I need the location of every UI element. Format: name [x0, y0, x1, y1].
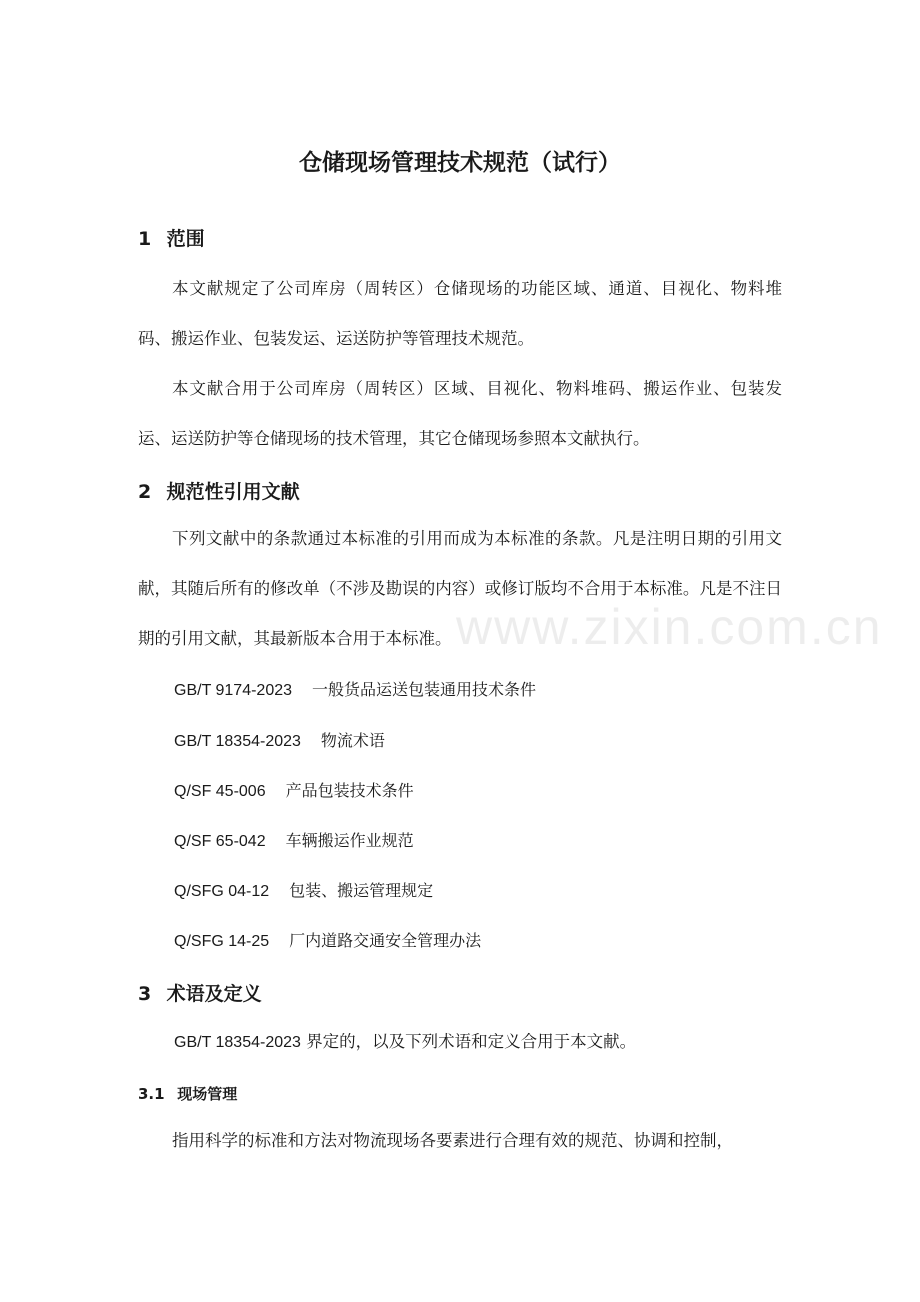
section-heading-2	[138, 478, 300, 506]
reference-name: 车辆搬运作业规范	[285, 831, 414, 850]
document-title: 仓储现场管理技术规范（试行）	[299, 150, 621, 176]
reference-item	[174, 678, 536, 703]
section-number: 1	[138, 228, 152, 250]
subsection-heading-3-1	[138, 1082, 237, 1106]
section-heading-1	[138, 225, 205, 253]
reference-name: 厂内道路交通安全管理办法	[289, 931, 482, 950]
section-2-paragraph-1: 下列文献中的条款通过本标准的引用而成为本标准的条款。凡是注明日期的引用文献，其随后所有的修改单（不涉及勘误的内容）或修订版均不合用于本标准。凡是不注日期的引用文献，其最新版本合用于本标准。	[138, 529, 782, 648]
reference-code: GB/T 18354-2023	[174, 733, 301, 750]
reference-name: 物流术语	[320, 731, 385, 750]
subsection-number: 3.1	[138, 1085, 165, 1103]
subsection-3-1-paragraph: 指用科学的标准和方法对物流现场各要素进行合理有效的规范、协调和控制，	[172, 1131, 733, 1150]
section-title: 规范性引用文献	[166, 481, 300, 503]
reference-code: Q/SF 45-006	[174, 783, 266, 800]
reference-item	[174, 779, 414, 804]
section-1-paragraph-1: 本文献规定了公司库房（周转区）仓储现场的功能区域、通道、目视化、物料堆码、搬运作业、包装发运、运送防护等管理技术规范。	[138, 279, 782, 348]
reference-name: 一般货品运送包装通用技术条件	[312, 680, 537, 699]
intro-text: 界定的，以及下列术语和定义合用于本文献。	[306, 1032, 637, 1051]
section-title: 范围	[166, 228, 205, 250]
section-heading-3	[138, 980, 262, 1008]
section-1-paragraph-2: 本文献合用于公司库房（周转区）区域、目视化、物料堆码、搬运作业、包装发运、运送防护等仓储现场的技术管理，其它仓储现场参照本文献执行。	[138, 379, 782, 448]
section-number: 3	[138, 983, 152, 1005]
reference-code: GB/T 9174-2023	[174, 682, 293, 699]
intro-reference-code: GB/T 18354-2023	[174, 1034, 301, 1051]
reference-item	[174, 879, 433, 904]
reference-code: Q/SFG 04-12	[174, 883, 270, 900]
reference-item	[174, 929, 481, 954]
reference-code: Q/SFG 14-25	[174, 933, 270, 950]
reference-code: Q/SF 65-042	[174, 833, 266, 850]
reference-name: 产品包装技术条件	[285, 781, 414, 800]
section-number: 2	[138, 481, 152, 503]
reference-item	[174, 829, 414, 854]
watermark: www.zixin.com.cn	[456, 599, 883, 655]
reference-item	[174, 729, 385, 754]
reference-name: 包装、搬运管理规定	[289, 881, 434, 900]
section-3-intro	[174, 1030, 636, 1055]
section-title: 术语及定义	[166, 983, 262, 1005]
subsection-title: 现场管理	[177, 1085, 238, 1103]
